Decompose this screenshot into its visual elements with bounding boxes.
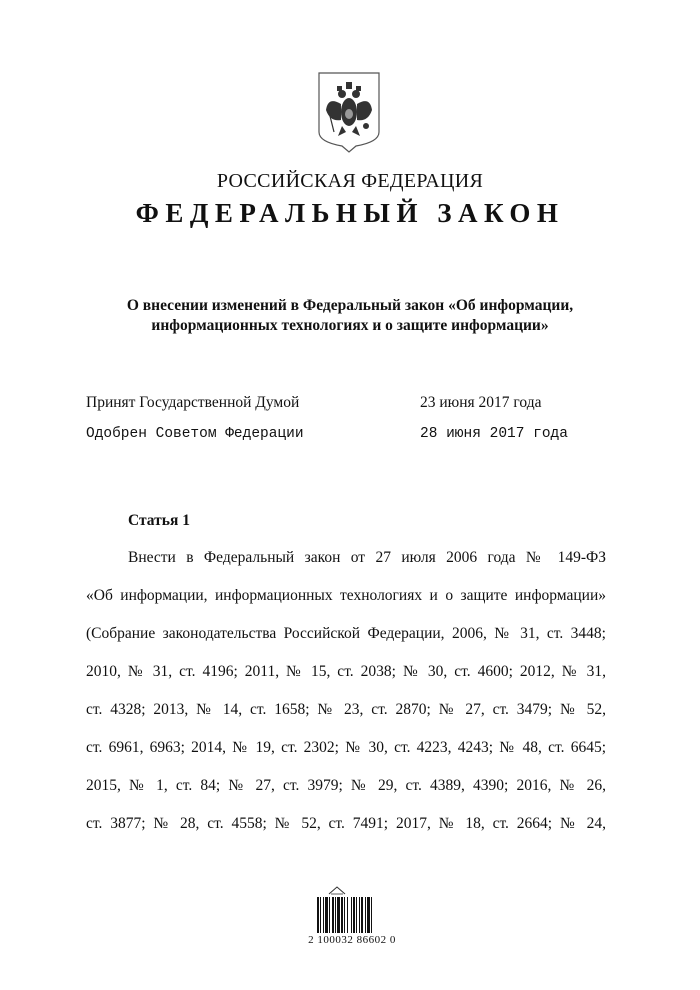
article-text-line: ст. 6961, 6963; 2014, № 19, ст. 2302; № 30, ст. 4223, 4243; № 48, ст. 6645; xyxy=(86,739,606,756)
barcode-number: 2 100032 86602 0 xyxy=(308,934,396,946)
barcode xyxy=(317,897,383,933)
barcode-bar xyxy=(320,897,321,933)
barcode-bar xyxy=(332,897,334,933)
article-text-line: 2015, № 1, ст. 84; № 27, ст. 3979; № 29, ст. 4389, 4390; 2016, № 26, xyxy=(86,777,606,794)
barcode-bar xyxy=(361,897,363,933)
adopted-label: Принят Государственной Думой xyxy=(86,394,300,411)
barcode-bar xyxy=(325,897,328,933)
barcode-bar xyxy=(335,897,336,933)
publisher-logo-icon xyxy=(327,885,347,895)
barcode-bar xyxy=(347,897,348,933)
article-text-line: Внести в Федеральный закон от 27 июля 2006 года № 149-ФЗ xyxy=(128,549,606,566)
adopted-date: 23 июня 2017 года xyxy=(420,394,542,411)
barcode-bar xyxy=(371,897,372,933)
barcode-bar xyxy=(317,897,319,933)
law-title-line: О внесении изменений в Федеральный закон «Об информации, xyxy=(126,297,574,314)
barcode-bar xyxy=(344,897,345,933)
article-text-line: «Об информации, информационных технологиях и о защите информации» xyxy=(86,587,606,604)
article-text-line: 2010, № 31, ст. 4196; 2011, № 15, ст. 2038; № 30, ст. 4600; 2012, № 31, xyxy=(86,663,606,680)
barcode-bar xyxy=(353,897,355,933)
barcode-bar xyxy=(359,897,360,933)
barcode-bar xyxy=(356,897,357,933)
law-title-line: информационных технологиях и о защите информации» xyxy=(151,317,549,334)
law-title xyxy=(100,296,600,336)
article-text-line: (Собрание законодательства Российской Федерации, 2006, № 31, ст. 3448; xyxy=(86,625,606,642)
approved-date: 28 июня 2017 года xyxy=(420,426,568,442)
barcode-bar xyxy=(367,897,370,933)
article-text-line: ст. 3877; № 28, ст. 4558; № 52, ст. 7491; 2017, № 18, ст. 2664; № 24, xyxy=(86,815,606,832)
barcode-bar xyxy=(351,897,352,933)
barcode-bar xyxy=(365,897,366,933)
barcode-bar xyxy=(337,897,340,933)
article-heading: Статья 1 xyxy=(128,512,190,529)
country-heading: РОССИЙСКАЯ ФЕДЕРАЦИЯ xyxy=(216,170,484,192)
approved-label: Одобрен Советом Федерации xyxy=(86,426,304,442)
barcode-bar xyxy=(323,897,324,933)
document-type-heading: ФЕДЕРАЛЬНЫЙ ЗАКОН xyxy=(135,198,565,228)
barcode-bar xyxy=(329,897,330,933)
article-text-line: ст. 4328; 2013, № 14, ст. 1658; № 23, ст. 2870; № 27, ст. 3479; № 52, xyxy=(86,701,606,718)
coat-of-arms-emblem xyxy=(316,70,382,154)
barcode-bar xyxy=(341,897,343,933)
